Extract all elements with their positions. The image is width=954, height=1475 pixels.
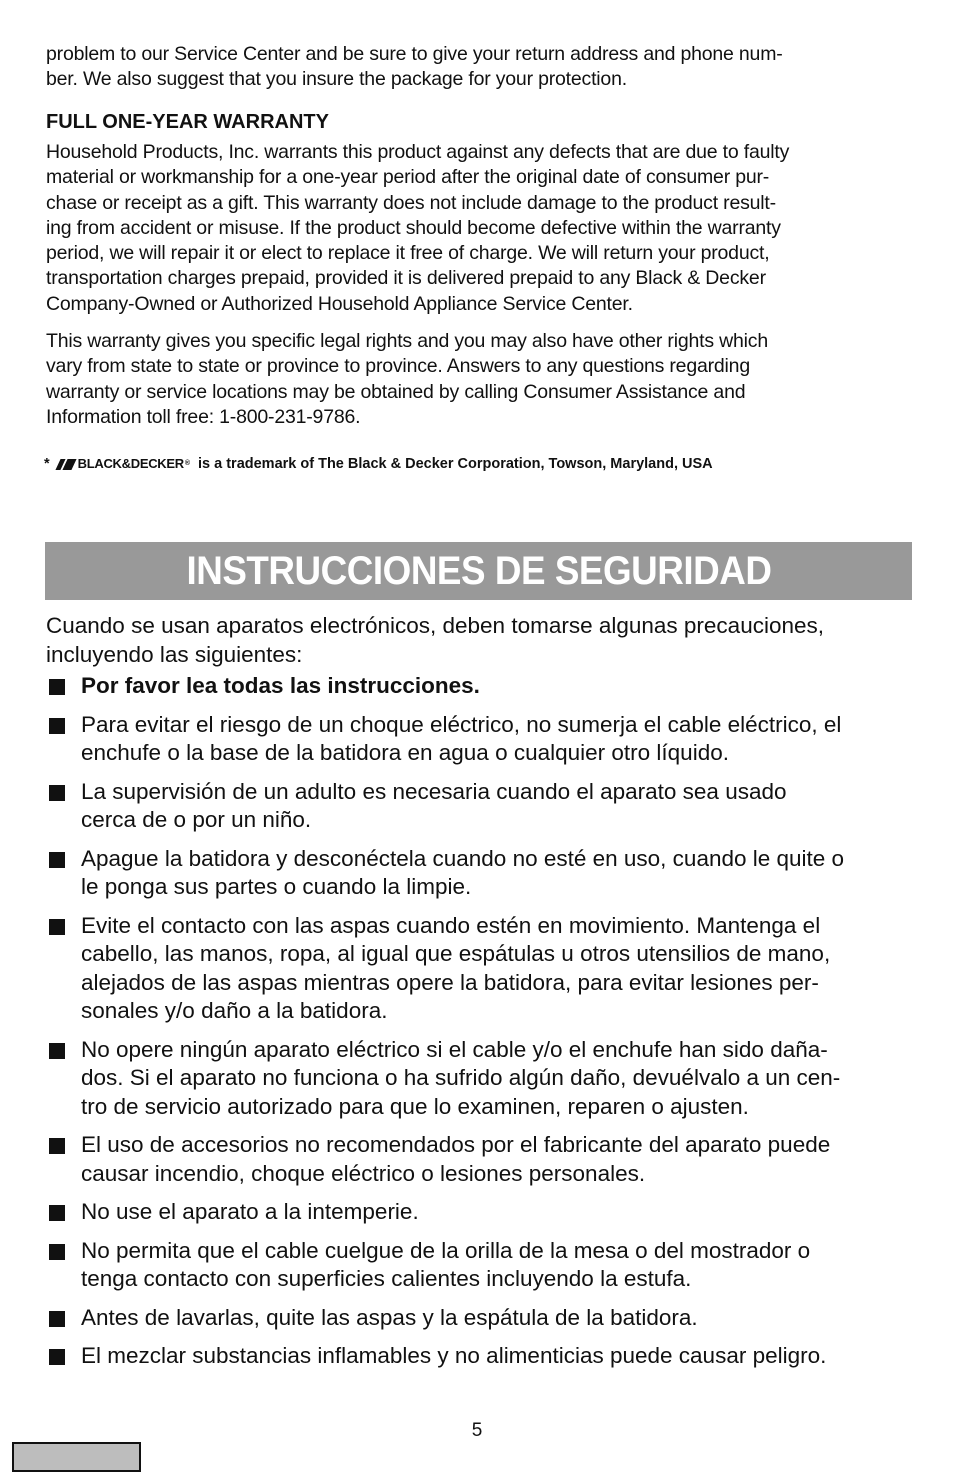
- safety-bullet-text: Apague la batidora y desconéctela cuando no esté en uso, cuando le quite o le ponga sus partes o cuando la limpie.: [81, 845, 845, 899]
- square-bullet-icon: [49, 1244, 65, 1260]
- warranty-heading: FULL ONE-YEAR WARRANTY: [46, 111, 329, 133]
- safety-bullet-item: [46, 1237, 912, 1294]
- safety-bullet-item: [46, 1342, 912, 1371]
- square-bullet-icon: [49, 1205, 65, 1221]
- trademark-notice: [44, 454, 713, 474]
- brand-hexagon-icon: [55, 459, 76, 470]
- warranty-paragraph-1: Household Products, Inc. warrants this product against any defects that are due to faulty material or workmanship for a one-year period after the original date of consumer pur- chase or receipt as a gift. This warranty does not include damage to the product result- ing from accident or misuse. If the product should become defective within the warranty period, we will repair it or elect to replace it free of charge. We will return your product, transportation charges prepaid, provided it is delivered prepaid to any Black & Decker Company-Owned or Authorized Household Appliance Service Center.: [46, 141, 790, 315]
- square-bullet-icon: [49, 1138, 65, 1154]
- warranty-paragraph-2: This warranty gives you specific legal rights and you may also have other rights which vary from state to state or province to province. Answers to any questions regarding warranty or service locations may be obtained by calling Consumer Assistance and Information toll free: 1-800-231-9786.: [46, 330, 768, 428]
- safety-title: INSTRUCCIONES DE SEGURIDAD: [185, 548, 772, 593]
- square-bullet-icon: [49, 679, 65, 695]
- registered-mark: ®: [184, 460, 191, 467]
- trademark-asterisk: *: [44, 456, 50, 472]
- safety-bullet-item: [46, 711, 912, 768]
- footer-grey-box: [12, 1442, 141, 1472]
- safety-bullet-text: Para evitar el riesgo de un choque eléctrico, no sumerja el cable eléctrico, el enchufe o la base de la batidora en agua o cualquier otro líquido.: [81, 711, 842, 765]
- warranty-continuation-text: problem to our Service Center and be sure to give your return address and phone num- ber. We also suggest that you insure the package for your protection.: [46, 43, 783, 91]
- safety-bullet-text: No use el aparato a la intemperie.: [81, 1199, 419, 1224]
- black-and-decker-logo: [58, 454, 190, 474]
- square-bullet-icon: [49, 919, 65, 935]
- safety-bullet-text: Antes de lavarlas, quite las aspas y la espátula de la batidora.: [81, 1304, 698, 1330]
- safety-bullet-item: [46, 1036, 912, 1122]
- logo-wordmark: BLACK&DECKER: [77, 456, 184, 471]
- safety-bullet-text: El mezclar substancias inflamables y no alimenticias puede causar peligro.: [81, 1343, 827, 1368]
- safety-bullet-item: [46, 912, 912, 1026]
- safety-bullet-item: [46, 845, 912, 902]
- safety-bullet-item: [46, 1131, 912, 1188]
- safety-bullet-item: [46, 672, 912, 701]
- safety-bullet-item: [46, 1304, 912, 1333]
- safety-bullet-text: La supervisión de un adulto es necesaria cuando el aparato sea usado cerca de o por un niño.: [81, 778, 787, 832]
- square-bullet-icon: [49, 1311, 65, 1327]
- safety-bullet-text: Por favor lea todas las instrucciones.: [81, 673, 480, 698]
- safety-bullet-text: No opere ningún aparato eléctrico si el cable y/o el enchufe han sido daña- dos. Si el aparato no funciona o ha sufrido algún daño, devuélvalo a un cen- tro de servicio autorizado para que lo examinen, reparen o ajusten.: [81, 1036, 841, 1119]
- safety-bullet-text: El uso de accesorios no recomendados por el fabricante del aparato puede causar incendio, choque eléctrico o lesiones personales.: [81, 1132, 831, 1186]
- trademark-text: is a trademark of The Black & Decker Corporation, Towson, Maryland, USA: [198, 456, 713, 472]
- square-bullet-icon: [49, 718, 65, 734]
- page-number: 5: [471, 1420, 483, 1441]
- safety-title-banner: [45, 542, 912, 600]
- safety-bullet-item: [46, 1198, 912, 1227]
- square-bullet-icon: [49, 852, 65, 868]
- square-bullet-icon: [49, 785, 65, 801]
- safety-bullet-item: [46, 778, 912, 835]
- safety-bullet-list: [46, 672, 912, 1381]
- safety-bullet-text: Evite el contacto con las aspas cuando estén en movimiento. Mantenga el cabello, las manos, ropa, al igual que espátulas u otros utensilios de mano, alejados de las aspas mientras opere la batidora, para evitar lesiones per- sonales y/o daño a la batidora.: [81, 912, 831, 1023]
- square-bullet-icon: [49, 1349, 65, 1365]
- square-bullet-icon: [49, 1043, 65, 1059]
- safety-bullet-text: No permita que el cable cuelgue de la orilla de la mesa o del mostrador o tenga contacto con superficies calientes incluyendo la estufa.: [81, 1237, 811, 1291]
- safety-intro-text: Cuando se usan aparatos electrónicos, deben tomarse algunas precauciones, incluyendo las siguientes:: [46, 613, 824, 667]
